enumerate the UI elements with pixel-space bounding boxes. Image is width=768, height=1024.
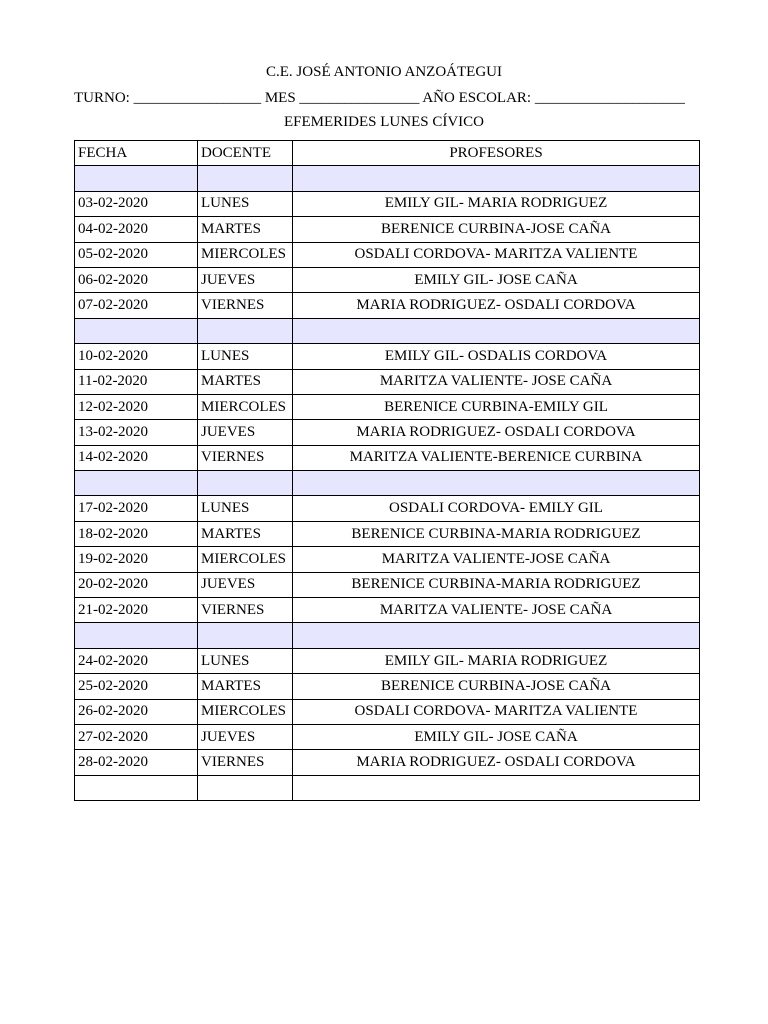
cell-profesores: BERENICE CURBINA-MARIA RODRIGUEZ <box>293 572 700 597</box>
cell-docente <box>198 623 293 648</box>
cell-profesores: EMILY GIL- MARIA RODRIGUEZ <box>293 648 700 673</box>
cell-docente: MIERCOLES <box>198 394 293 419</box>
cell-profesores: MARITZA VALIENTE-JOSE CAÑA <box>293 547 700 572</box>
table-row <box>75 750 700 775</box>
table-row <box>75 496 700 521</box>
table-row <box>75 724 700 749</box>
cell-profesores: BERENICE CURBINA-MARIA RODRIGUEZ <box>293 521 700 546</box>
table-row <box>75 648 700 673</box>
cell-fecha: 14-02-2020 <box>75 445 198 470</box>
cell-profesores: MARIA RODRIGUEZ- OSDALI CORDOVA <box>293 293 700 318</box>
table-row <box>75 242 700 267</box>
cell-docente: MARTES <box>198 674 293 699</box>
cell-fecha: 26-02-2020 <box>75 699 198 724</box>
cell-docente: JUEVES <box>198 420 293 445</box>
cell-docente: LUNES <box>198 344 293 369</box>
column-header-fecha: FECHA <box>75 141 198 166</box>
cell-docente: JUEVES <box>198 267 293 292</box>
cell-profesores: OSDALI CORDOVA- MARITZA VALIENTE <box>293 242 700 267</box>
cell-fecha: 27-02-2020 <box>75 724 198 749</box>
form-fields-line: TURNO: _________________ MES ________________ AÑO ESCOLAR: ____________________ <box>74 90 685 106</box>
cell-fecha: 07-02-2020 <box>75 293 198 318</box>
cell-fecha <box>75 471 198 496</box>
table-header-row <box>75 141 700 166</box>
cell-docente: MIERCOLES <box>198 547 293 572</box>
cell-fecha: 19-02-2020 <box>75 547 198 572</box>
table-row <box>75 521 700 546</box>
table-row <box>75 191 700 216</box>
cell-fecha <box>75 318 198 343</box>
cell-docente: MARTES <box>198 217 293 242</box>
cell-fecha: 04-02-2020 <box>75 217 198 242</box>
cell-profesores: OSDALI CORDOVA- EMILY GIL <box>293 496 700 521</box>
cell-profesores: MARITZA VALIENTE- JOSE CAÑA <box>293 369 700 394</box>
cell-profesores: EMILY GIL- OSDALIS CORDOVA <box>293 344 700 369</box>
document-subtitle: EFEMERIDES LUNES CÍVICO <box>283 114 484 130</box>
table-row <box>75 420 700 445</box>
cell-profesores <box>293 471 700 496</box>
cell-profesores: MARITZA VALIENTE- JOSE CAÑA <box>293 598 700 623</box>
table-row <box>75 699 700 724</box>
cell-profesores: BERENICE CURBINA-EMILY GIL <box>293 394 700 419</box>
cell-fecha: 21-02-2020 <box>75 598 198 623</box>
cell-fecha: 03-02-2020 <box>75 191 198 216</box>
cell-profesores: MARIA RODRIGUEZ- OSDALI CORDOVA <box>293 420 700 445</box>
cell-docente: LUNES <box>198 496 293 521</box>
table-row <box>75 445 700 470</box>
cell-profesores: BERENICE CURBINA-JOSE CAÑA <box>293 674 700 699</box>
cell-docente: JUEVES <box>198 572 293 597</box>
cell-fecha: 25-02-2020 <box>75 674 198 699</box>
school-title: C.E. JOSÉ ANTONIO ANZOÁTEGUI <box>266 64 502 80</box>
cell-docente <box>198 775 293 800</box>
cell-profesores <box>293 318 700 343</box>
table-row <box>75 623 700 648</box>
cell-fecha: 24-02-2020 <box>75 648 198 673</box>
column-header-profesores: PROFESORES <box>293 141 700 166</box>
table-row <box>75 572 700 597</box>
cell-profesores: OSDALI CORDOVA- MARITZA VALIENTE <box>293 699 700 724</box>
cell-profesores: EMILY GIL- MARIA RODRIGUEZ <box>293 191 700 216</box>
cell-fecha <box>75 623 198 648</box>
cell-profesores: MARIA RODRIGUEZ- OSDALI CORDOVA <box>293 750 700 775</box>
cell-fecha: 05-02-2020 <box>75 242 198 267</box>
cell-docente: VIERNES <box>198 293 293 318</box>
cell-fecha: 06-02-2020 <box>75 267 198 292</box>
cell-fecha: 18-02-2020 <box>75 521 198 546</box>
cell-docente: MARTES <box>198 521 293 546</box>
table-row <box>75 775 700 800</box>
cell-profesores <box>293 623 700 648</box>
cell-docente: LUNES <box>198 191 293 216</box>
cell-fecha <box>75 775 198 800</box>
table-row <box>75 344 700 369</box>
cell-profesores: BERENICE CURBINA-JOSE CAÑA <box>293 217 700 242</box>
table-row <box>75 471 700 496</box>
cell-docente: VIERNES <box>198 445 293 470</box>
cell-fecha: 12-02-2020 <box>75 394 198 419</box>
cell-fecha: 17-02-2020 <box>75 496 198 521</box>
cell-fecha: 10-02-2020 <box>75 344 198 369</box>
cell-profesores: MARITZA VALIENTE-BERENICE CURBINA <box>293 445 700 470</box>
cell-docente: LUNES <box>198 648 293 673</box>
cell-docente: MIERCOLES <box>198 242 293 267</box>
cell-fecha <box>75 166 198 191</box>
table-row <box>75 217 700 242</box>
table-row <box>75 318 700 343</box>
cell-docente: MARTES <box>198 369 293 394</box>
cell-docente: VIERNES <box>198 750 293 775</box>
schedule-table <box>74 140 700 801</box>
cell-fecha: 13-02-2020 <box>75 420 198 445</box>
cell-docente <box>198 166 293 191</box>
table-row <box>75 394 700 419</box>
cell-fecha: 20-02-2020 <box>75 572 198 597</box>
cell-docente: MIERCOLES <box>198 699 293 724</box>
cell-docente <box>198 318 293 343</box>
table-row <box>75 547 700 572</box>
column-header-docente: DOCENTE <box>198 141 293 166</box>
table-body <box>75 166 700 801</box>
cell-profesores: EMILY GIL- JOSE CAÑA <box>293 267 700 292</box>
table-row <box>75 598 700 623</box>
cell-profesores: EMILY GIL- JOSE CAÑA <box>293 724 700 749</box>
table-row <box>75 674 700 699</box>
table-row <box>75 293 700 318</box>
cell-docente: VIERNES <box>198 598 293 623</box>
cell-profesores <box>293 775 700 800</box>
cell-profesores <box>293 166 700 191</box>
cell-docente: JUEVES <box>198 724 293 749</box>
table-row <box>75 166 700 191</box>
cell-fecha: 11-02-2020 <box>75 369 198 394</box>
cell-docente <box>198 471 293 496</box>
table-row <box>75 267 700 292</box>
cell-fecha: 28-02-2020 <box>75 750 198 775</box>
table-row <box>75 369 700 394</box>
